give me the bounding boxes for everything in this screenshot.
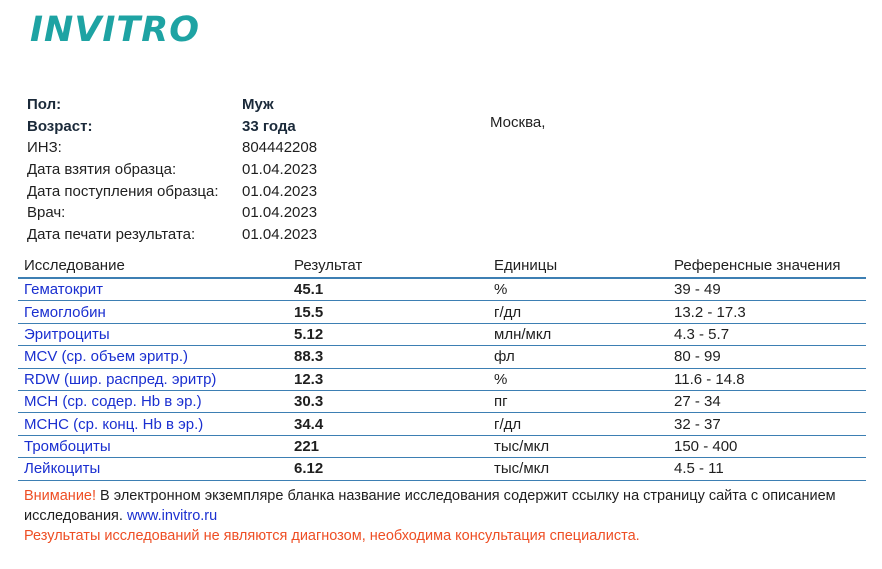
table-row (18, 368, 866, 390)
sex-row (27, 94, 317, 116)
test-name (18, 413, 288, 435)
age-row (27, 116, 317, 138)
test-reference: 39 - 49 (668, 278, 866, 301)
test-reference: 80 - 99 (668, 346, 866, 368)
inz-value: 804442208 (242, 139, 318, 157)
test-unit: млн/мкл (488, 323, 668, 345)
test-unit: тыс/мкл (488, 435, 668, 457)
sample-received-row (27, 181, 317, 203)
test-name (18, 278, 288, 301)
table-row (18, 435, 866, 457)
disclaimer: Результаты исследований не являются диагнозом, необходима консультация специалиста. (24, 528, 640, 544)
test-reference: 32 - 37 (668, 413, 866, 435)
test-reference: 150 - 400 (668, 435, 866, 457)
invitro-logo: INVITRO (30, 10, 201, 50)
age-value: 33 года (242, 117, 296, 135)
test-result: 6.12 (288, 458, 488, 480)
sex-value: Муж (242, 96, 274, 113)
header-reference: Референсные значения (668, 254, 866, 278)
table-row (18, 301, 866, 323)
sample-received-value: 01.04.2023 (242, 182, 318, 200)
test-result: 30.3 (288, 390, 488, 412)
test-result: 45.1 (288, 278, 488, 301)
test-link[interactable]: Лейкоциты (24, 460, 101, 478)
city: Москва, (490, 114, 546, 131)
test-link[interactable]: MCHC (ср. конц. Hb в эр.) (24, 415, 204, 433)
test-reference: 4.3 - 5.7 (668, 323, 866, 345)
attention-label: Внимание! (24, 488, 97, 504)
test-result: 5.12 (288, 323, 488, 345)
test-link[interactable]: Тромбоциты (24, 437, 111, 455)
test-unit: г/дл (488, 301, 668, 323)
test-link[interactable]: Гемоглобин (24, 303, 106, 321)
doctor-row (27, 202, 317, 224)
test-unit: % (488, 368, 668, 390)
test-name (18, 323, 288, 345)
attention-text: В электронном экземпляре бланка название исследования содержит ссылку на страницу сайта с описанием исследования. (24, 488, 836, 524)
print-date-value: 01.04.2023 (242, 226, 318, 244)
table-row (18, 413, 866, 435)
table-row (18, 323, 866, 345)
test-link[interactable]: MCH (ср. содер. Hb в эр.) (24, 393, 202, 411)
test-unit: % (488, 278, 668, 301)
test-name (18, 390, 288, 412)
print-date-label: Дата печати результата: (27, 226, 196, 244)
test-name (18, 458, 288, 480)
sample-taken-value: 01.04.2023 (242, 161, 318, 179)
test-unit: фл (488, 346, 668, 368)
attention-note (24, 486, 874, 526)
doctor-label: Врач: (27, 204, 66, 222)
age-label: Возраст: (27, 117, 93, 135)
test-link[interactable]: Гематокрит (24, 281, 103, 299)
notes (24, 486, 874, 546)
test-result: 12.3 (288, 368, 488, 390)
test-unit: пг (488, 390, 668, 412)
table-header-row (18, 254, 866, 278)
inz-row (27, 137, 317, 159)
header-result: Результат (288, 254, 488, 278)
test-result: 221 (288, 435, 488, 457)
sample-received-label: Дата поступления образца: (27, 182, 219, 200)
patient-info (27, 94, 317, 246)
inz-label: ИНЗ: (27, 139, 62, 157)
test-name (18, 435, 288, 457)
test-result: 34.4 (288, 413, 488, 435)
test-reference: 27 - 34 (668, 390, 866, 412)
test-unit: тыс/мкл (488, 458, 668, 480)
test-reference: 13.2 - 17.3 (668, 301, 866, 323)
results-table (18, 254, 866, 481)
test-link[interactable]: MCV (ср. объем эритр.) (24, 348, 189, 366)
test-result: 15.5 (288, 301, 488, 323)
test-name (18, 346, 288, 368)
table-row (18, 390, 866, 412)
table-row (18, 346, 866, 368)
table-row (18, 458, 866, 480)
test-link[interactable]: Эритроциты (24, 325, 110, 343)
doctor-value: 01.04.2023 (242, 204, 318, 222)
test-link[interactable]: RDW (шир. распред. эритр) (24, 370, 217, 388)
table-row (18, 278, 866, 301)
test-reference: 11.6 - 14.8 (668, 368, 866, 390)
invitro-site-link[interactable]: www.invitro.ru (126, 508, 218, 524)
sample-taken-row (27, 159, 317, 181)
header-test: Исследование (18, 254, 288, 278)
test-unit: г/дл (488, 413, 668, 435)
sex-label: Пол: (27, 96, 62, 113)
test-reference: 4.5 - 11 (668, 458, 866, 480)
sample-taken-label: Дата взятия образца: (27, 161, 177, 179)
test-name (18, 301, 288, 323)
test-name (18, 368, 288, 390)
header-units: Единицы (488, 254, 668, 278)
print-date-row (27, 224, 317, 246)
test-result: 88.3 (288, 346, 488, 368)
